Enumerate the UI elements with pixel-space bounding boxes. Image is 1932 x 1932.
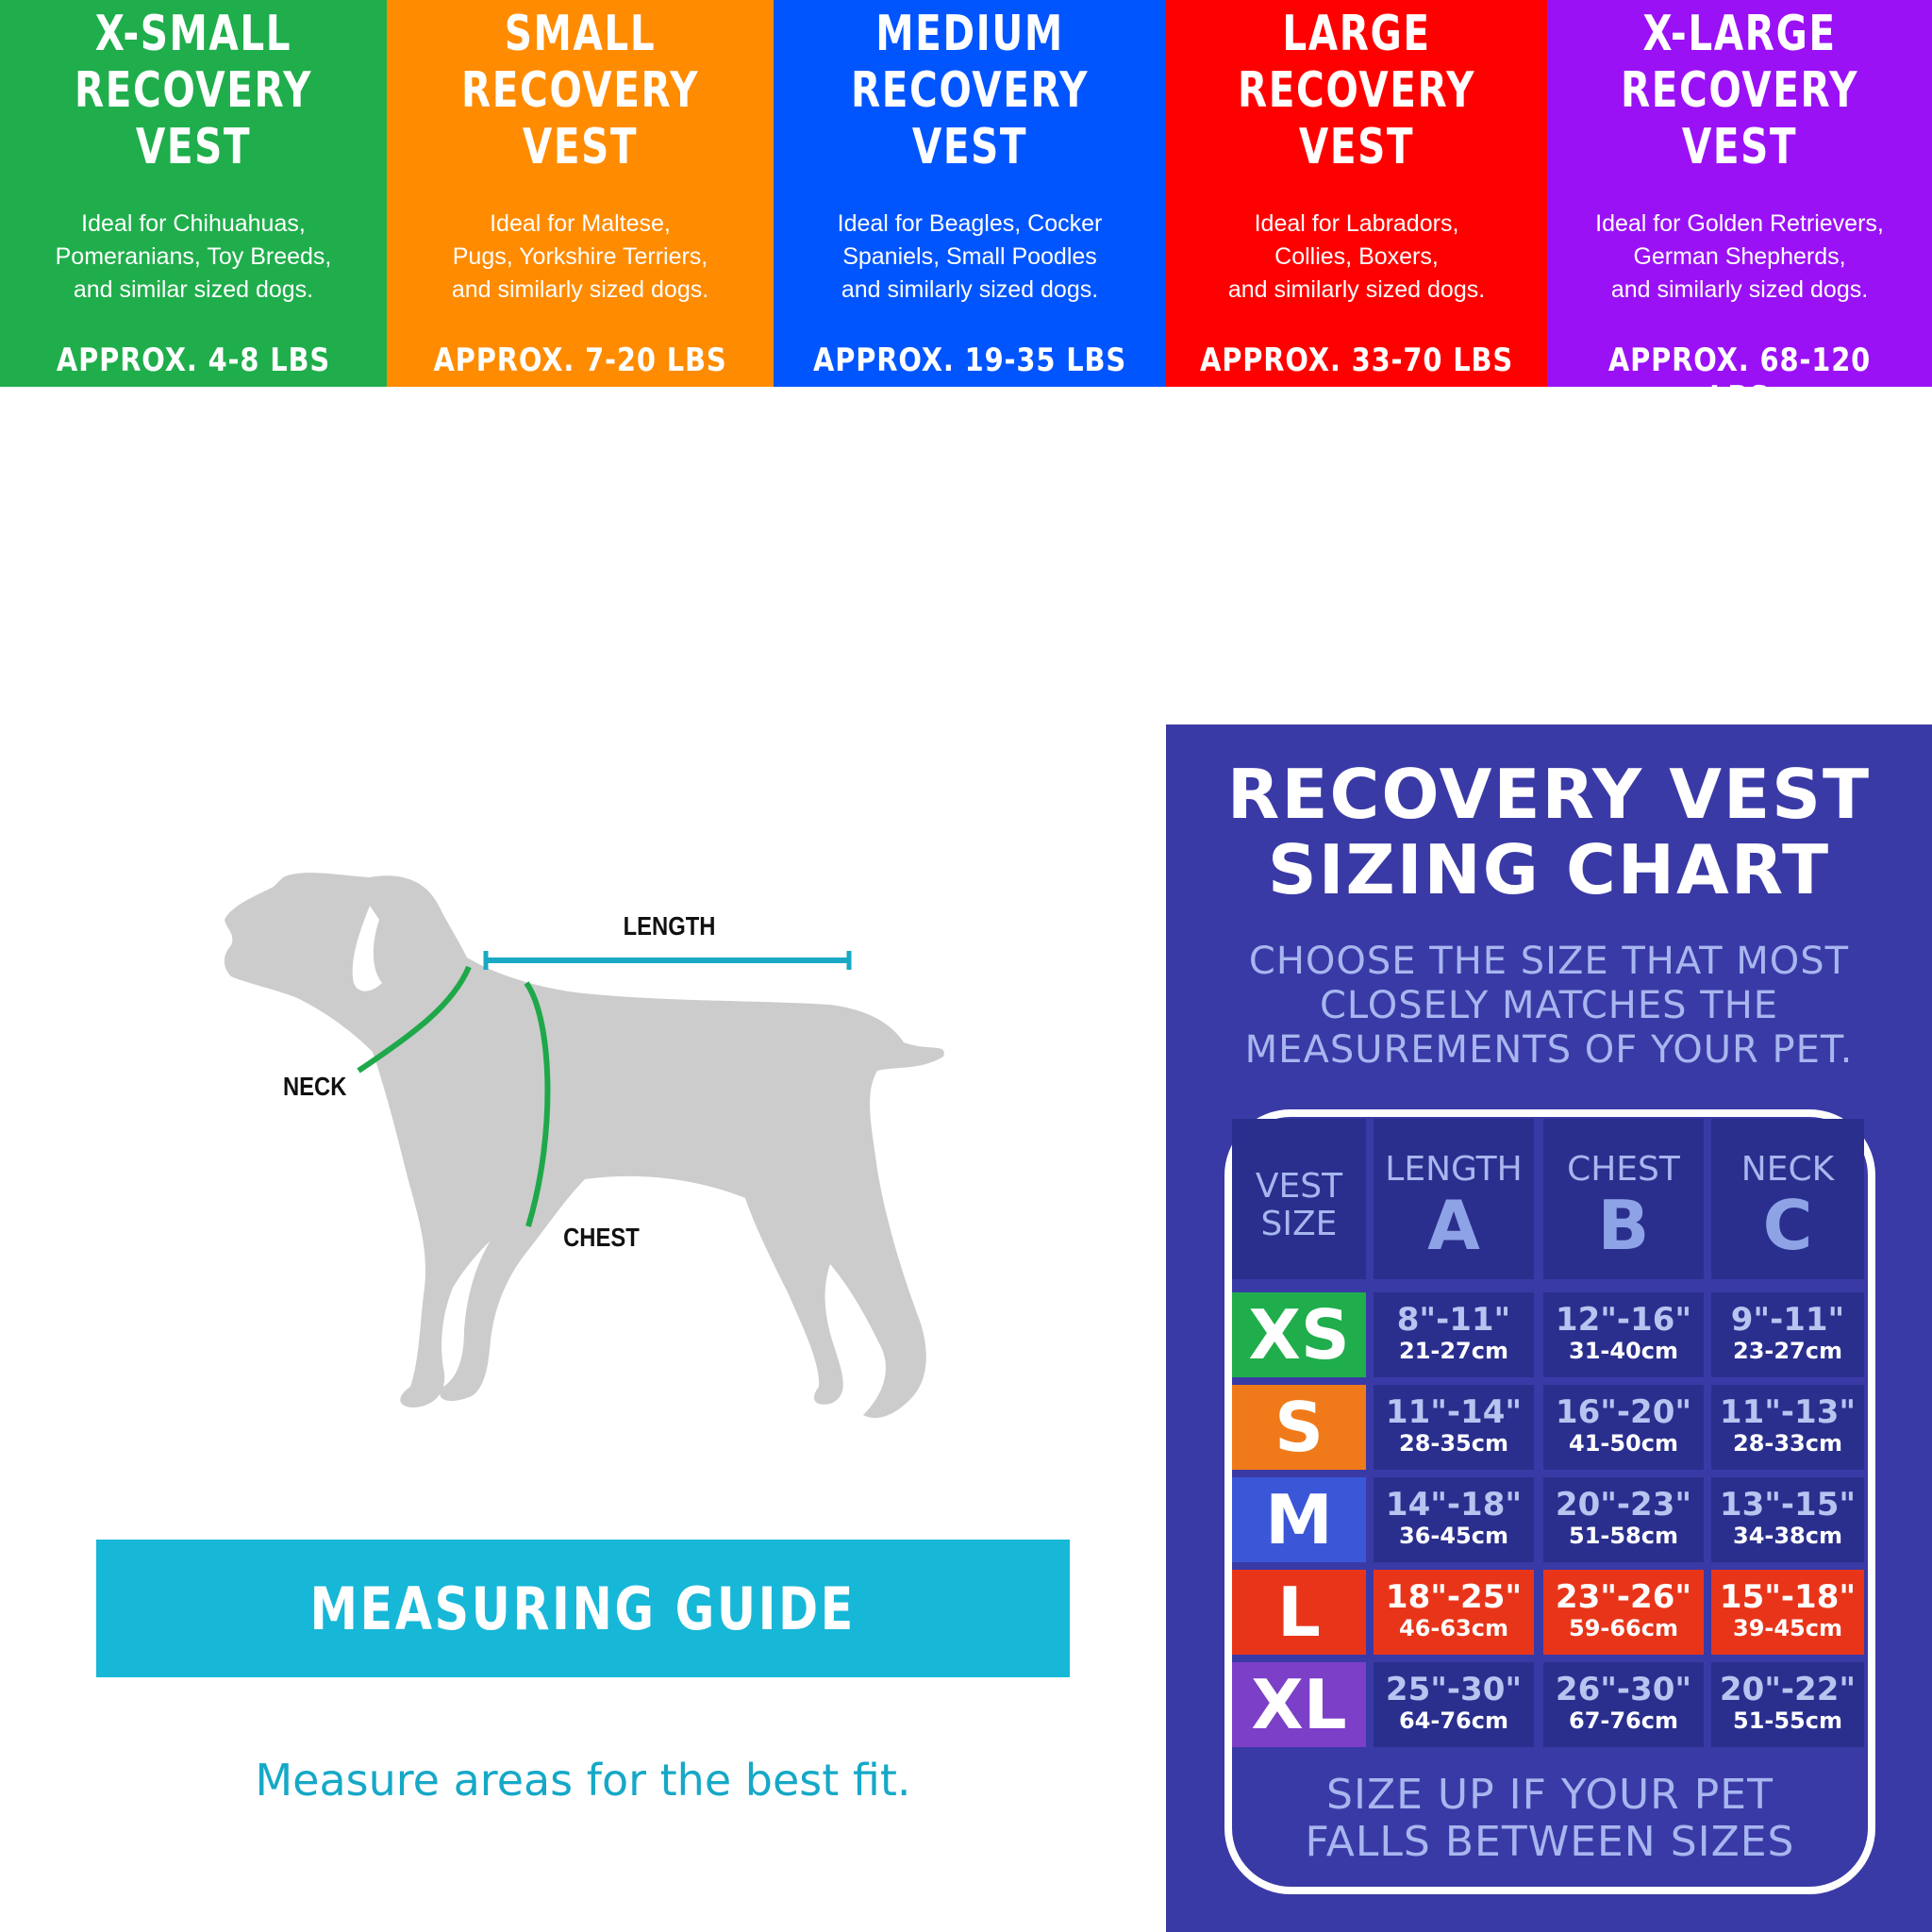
size-column-xlarge bbox=[1547, 0, 1932, 417]
measure-inches: 26"-30" bbox=[1555, 1671, 1692, 1708]
table-cell bbox=[1711, 1292, 1864, 1377]
measure-inches: 9"-11" bbox=[1730, 1301, 1845, 1339]
measuring-guide-banner bbox=[96, 1540, 1070, 1677]
size-badge-label: M bbox=[1265, 1480, 1333, 1559]
table-header-letter: B bbox=[1597, 1186, 1650, 1265]
measure-cm: 39-45cm bbox=[1733, 1615, 1842, 1641]
measure-cm: 28-33cm bbox=[1733, 1430, 1842, 1457]
measure-inches: 23"-26" bbox=[1555, 1578, 1692, 1616]
length-label: LENGTH bbox=[623, 911, 716, 941]
sizing-chart-title: RECOVERY VEST SIZING CHART bbox=[1226, 755, 1872, 909]
measure-cm: 64-76cm bbox=[1399, 1707, 1508, 1734]
table-cell bbox=[1711, 1477, 1864, 1562]
size-column-medium bbox=[774, 0, 1166, 387]
measure-cm: 21-27cm bbox=[1399, 1338, 1508, 1364]
measure-inches: 11"-13" bbox=[1719, 1393, 1857, 1431]
table-header-chest bbox=[1543, 1119, 1704, 1279]
measure-inches: 11"-14" bbox=[1385, 1393, 1523, 1431]
measure-inches: 18"-25" bbox=[1385, 1578, 1523, 1616]
size-badge-label: S bbox=[1274, 1388, 1324, 1467]
table-cell bbox=[1543, 1477, 1704, 1562]
size-title: LARGE RECOVERY VEST bbox=[1237, 6, 1476, 175]
measure-inches: 16"-20" bbox=[1555, 1393, 1692, 1431]
table-cell bbox=[1374, 1385, 1534, 1470]
size-weight: APPROX. 68-120 LBS bbox=[1607, 341, 1872, 417]
size-weight: APPROX. 7-20 LBS bbox=[433, 341, 727, 379]
measure-cm: 51-58cm bbox=[1569, 1523, 1678, 1549]
measuring-guide bbox=[0, 736, 1151, 1932]
size-description: Ideal for Labradors, Collies, Boxers, and similarly sized dogs. bbox=[1227, 210, 1486, 303]
measure-cm: 59-66cm bbox=[1569, 1615, 1678, 1641]
table-cell bbox=[1711, 1385, 1864, 1470]
measure-inches: 20"-23" bbox=[1555, 1486, 1692, 1524]
size-badge-label: L bbox=[1277, 1573, 1321, 1652]
table-cell bbox=[1543, 1292, 1704, 1377]
measuring-guide-title: MEASURING GUIDE bbox=[309, 1574, 857, 1643]
table-header-label: LENGTH bbox=[1385, 1150, 1523, 1189]
measure-inches: 20"-22" bbox=[1719, 1671, 1857, 1708]
table-cell bbox=[1543, 1570, 1704, 1655]
measuring-guide-subtitle: Measure areas for the best fit. bbox=[255, 1755, 911, 1806]
table-cell bbox=[1374, 1477, 1534, 1562]
measure-inches: 8"-11" bbox=[1396, 1301, 1511, 1339]
size-weight: APPROX. 19-35 LBS bbox=[812, 341, 1127, 379]
size-description: Ideal for Maltese, Pugs, Yorkshire Terriers, and similarly sized dogs. bbox=[451, 210, 709, 303]
size-column-large bbox=[1166, 0, 1547, 387]
table-cell bbox=[1711, 1662, 1864, 1747]
size-description: Ideal for Golden Retrievers, German Shepherds, and similarly sized dogs. bbox=[1595, 210, 1884, 303]
sizing-chart-card bbox=[1166, 724, 1932, 1932]
size-badge-s bbox=[1232, 1385, 1366, 1470]
table-cell bbox=[1711, 1570, 1864, 1655]
measure-cm: 41-50cm bbox=[1569, 1430, 1678, 1457]
measure-cm: 36-45cm bbox=[1399, 1523, 1508, 1549]
table-cell bbox=[1543, 1662, 1704, 1747]
measure-cm: 51-55cm bbox=[1733, 1707, 1842, 1734]
size-banner bbox=[0, 0, 1932, 417]
table-header-label: VEST SIZE bbox=[1255, 1167, 1343, 1243]
size-description: Ideal for Beagles, Cocker Spaniels, Small Poodles and similarly sized dogs. bbox=[837, 210, 1103, 303]
measure-cm: 23-27cm bbox=[1733, 1338, 1842, 1364]
table-cell bbox=[1543, 1385, 1704, 1470]
size-badge-xl bbox=[1232, 1662, 1366, 1747]
measure-cm: 34-38cm bbox=[1733, 1523, 1842, 1549]
sizing-chart-subtitle: CHOOSE THE SIZE THAT MOST CLOSELY MATCHES THE MEASUREMENTS OF YOUR PET. bbox=[1244, 940, 1854, 1072]
table-header-length bbox=[1374, 1119, 1534, 1279]
measure-cm: 28-35cm bbox=[1399, 1430, 1508, 1457]
size-column-xsmall bbox=[0, 0, 387, 387]
table-cell bbox=[1374, 1662, 1534, 1747]
table-header-vest-size bbox=[1232, 1119, 1366, 1279]
size-weight: APPROX. 33-70 LBS bbox=[1199, 341, 1514, 379]
size-title: SMALL RECOVERY VEST bbox=[460, 6, 700, 175]
table-header-neck bbox=[1711, 1119, 1864, 1279]
size-weight: APPROX. 4-8 LBS bbox=[56, 341, 331, 379]
measure-inches: 15"-18" bbox=[1719, 1578, 1857, 1616]
size-badge-label: XL bbox=[1251, 1665, 1347, 1744]
size-badge-l bbox=[1232, 1570, 1366, 1655]
measure-cm: 31-40cm bbox=[1569, 1338, 1678, 1364]
sizing-chart-footer: SIZE UP IF YOUR PET FALLS BETWEEN SIZES bbox=[1305, 1771, 1795, 1866]
neck-label: NECK bbox=[282, 1072, 347, 1101]
size-title: X-LARGE RECOVERY VEST bbox=[1620, 6, 1859, 175]
measure-inches: 12"-16" bbox=[1555, 1301, 1692, 1339]
measure-cm: 67-76cm bbox=[1569, 1707, 1678, 1734]
size-badge-m bbox=[1232, 1477, 1366, 1562]
dog-silhouette bbox=[225, 873, 944, 1418]
measure-inches: 13"-15" bbox=[1719, 1486, 1857, 1524]
dog-silhouette-illustration bbox=[0, 736, 1151, 1509]
table-cell bbox=[1374, 1292, 1534, 1377]
table-header-label: NECK bbox=[1740, 1150, 1835, 1189]
measure-inches: 25"-30" bbox=[1385, 1671, 1523, 1708]
measure-cm: 46-63cm bbox=[1399, 1615, 1508, 1641]
size-column-small bbox=[387, 0, 774, 387]
size-title: MEDIUM RECOVERY VEST bbox=[850, 6, 1090, 175]
measure-inches: 14"-18" bbox=[1385, 1486, 1523, 1524]
size-badge-xs bbox=[1232, 1292, 1366, 1377]
chest-label: CHEST bbox=[563, 1223, 640, 1252]
size-title: X-SMALL RECOVERY VEST bbox=[74, 6, 313, 175]
table-header-letter: A bbox=[1427, 1186, 1480, 1265]
size-description: Ideal for Chihuahuas, Pomeranians, Toy Breeds, and similar sized dogs. bbox=[55, 210, 332, 303]
table-header-label: CHEST bbox=[1567, 1150, 1680, 1189]
table-cell bbox=[1374, 1570, 1534, 1655]
table-header-letter: C bbox=[1762, 1186, 1813, 1265]
size-badge-label: XS bbox=[1248, 1295, 1350, 1374]
